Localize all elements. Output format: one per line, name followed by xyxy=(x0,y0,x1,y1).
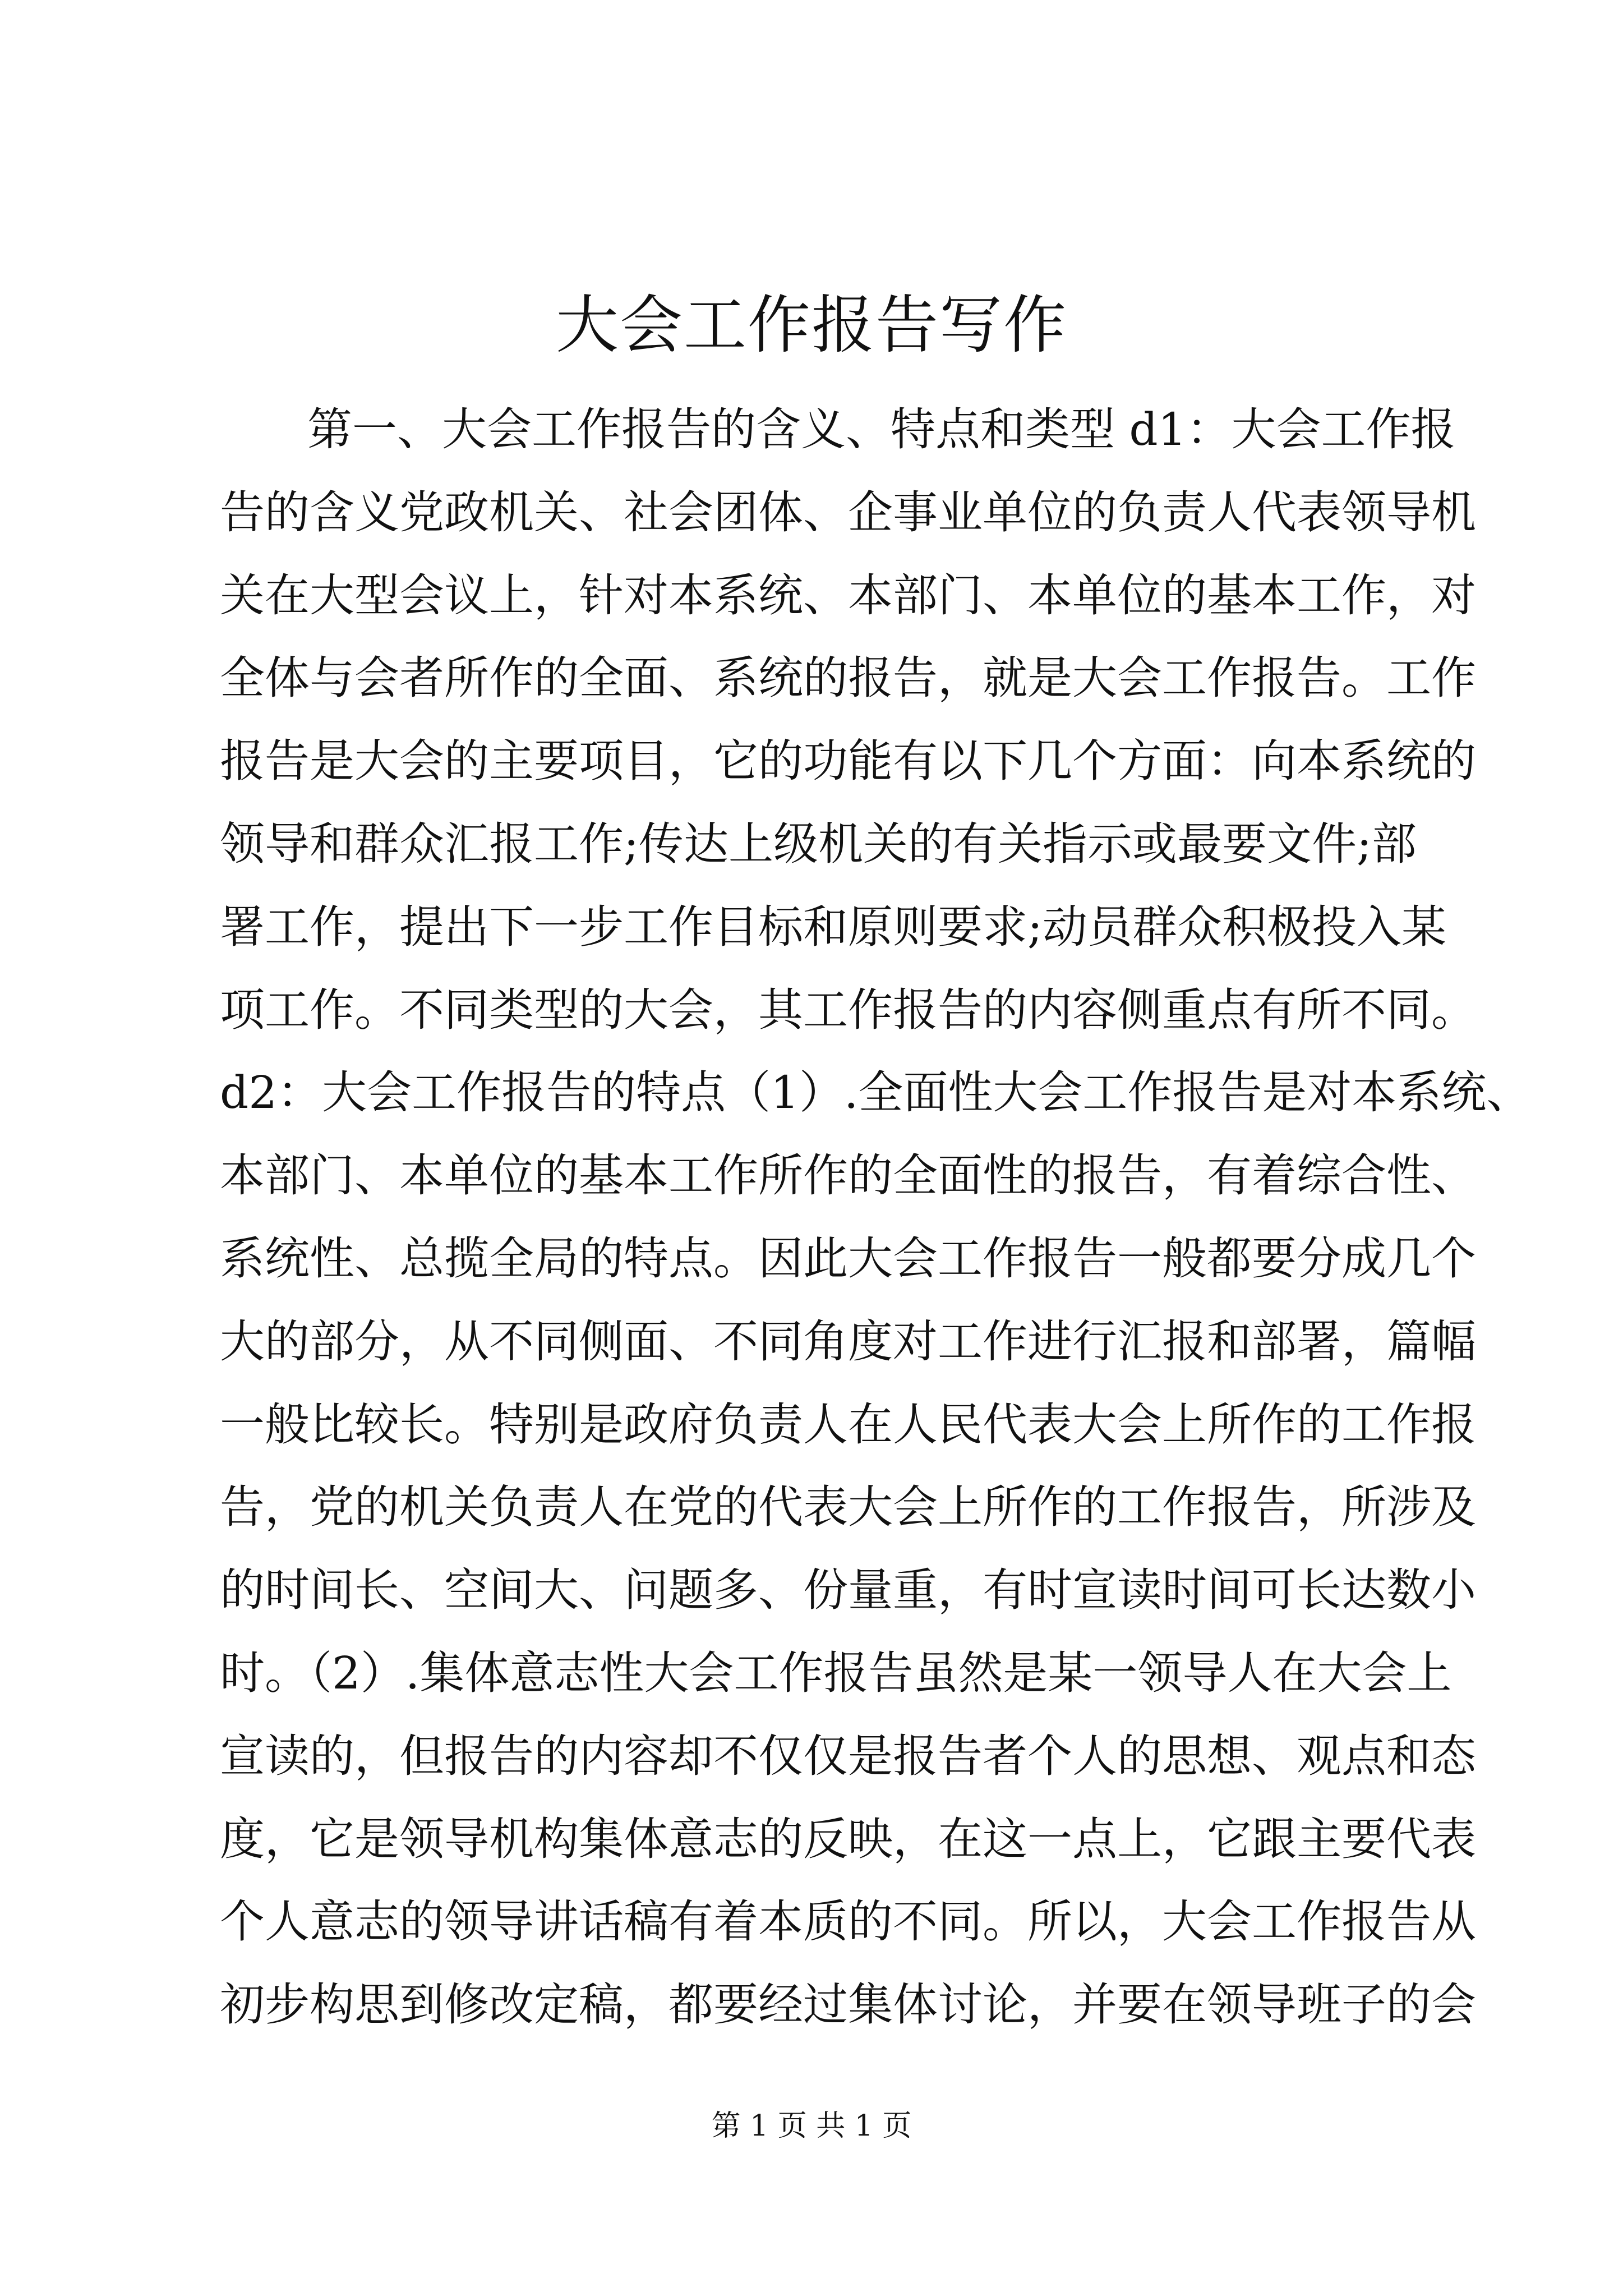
body-line-3: 关在大型会议上，针对本系统、本部门、本单位的基本工作，对 xyxy=(220,569,1476,622)
body-line-12: 大的部分，从不同侧面、不同角度对工作进行汇报和部署，篇幅 xyxy=(220,1315,1476,1368)
body-line-16: 时。（2）.集体意志性大会工作报告虽然是某一领导人在大会上 xyxy=(220,1646,1452,1699)
body-line-7: 署工作，提出下一步工作目标和原则要求;动员群众积极投入某 xyxy=(220,900,1446,953)
body-line-13: 一般比较长。特别是政府负责人在人民代表大会上所作的工作报 xyxy=(220,1398,1476,1451)
body-line-14: 告，党的机关负责人在党的代表大会上所作的工作报告，所涉及 xyxy=(220,1481,1476,1534)
body-line-19: 个人意志的领导讲话稿有着本质的不同。所以，大会工作报告从 xyxy=(220,1895,1476,1948)
body-line-4: 全体与会者所作的全面、系统的报告，就是大会工作报告。工作 xyxy=(220,652,1476,705)
body-line-10: 本部门、本单位的基本工作所作的全面性的报告，有着综合性、 xyxy=(220,1149,1476,1202)
page-footer: 第 1 页 共 1 页 xyxy=(711,2109,912,2143)
body-line-20: 初步构思到修改定稿，都要经过集体讨论，并要在领导班子的会 xyxy=(220,1978,1476,2031)
body-line-5: 报告是大会的主要项目，它的功能有以下几个方面：向本系统的 xyxy=(220,735,1476,788)
body-line-1: 第一、大会工作报告的含义、特点和类型 d1：大会工作报 xyxy=(307,403,1456,455)
body-line-18: 度，它是领导机构集体意志的反映，在这一点上，它跟主要代表 xyxy=(220,1812,1476,1865)
body-line-2: 告的含义党政机关、社会团体、企事业单位的负责人代表领导机 xyxy=(220,486,1476,539)
document-body xyxy=(220,388,1532,2046)
document-title: 大会工作报告写作 xyxy=(556,289,1067,362)
body-line-9: d2：大会工作报告的特点（1）.全面性大会工作报告是对本系统、 xyxy=(220,1066,1532,1119)
body-line-17: 宣读的，但报告的内容却不仅仅是报告者个人的思想、观点和态 xyxy=(220,1729,1476,1782)
body-line-11: 系统性、总揽全局的特点。因此大会工作报告一般都要分成几个 xyxy=(220,1232,1476,1285)
body-line-15: 的时间长、空间大、问题多、份量重，有时宣读时间可长达数小 xyxy=(220,1564,1476,1617)
body-line-6: 领导和群众汇报工作;传达上级机关的有关指示或最要文件;部 xyxy=(220,817,1417,870)
body-line-8: 项工作。不同类型的大会，其工作报告的内容侧重点有所不同。 xyxy=(220,983,1476,1036)
